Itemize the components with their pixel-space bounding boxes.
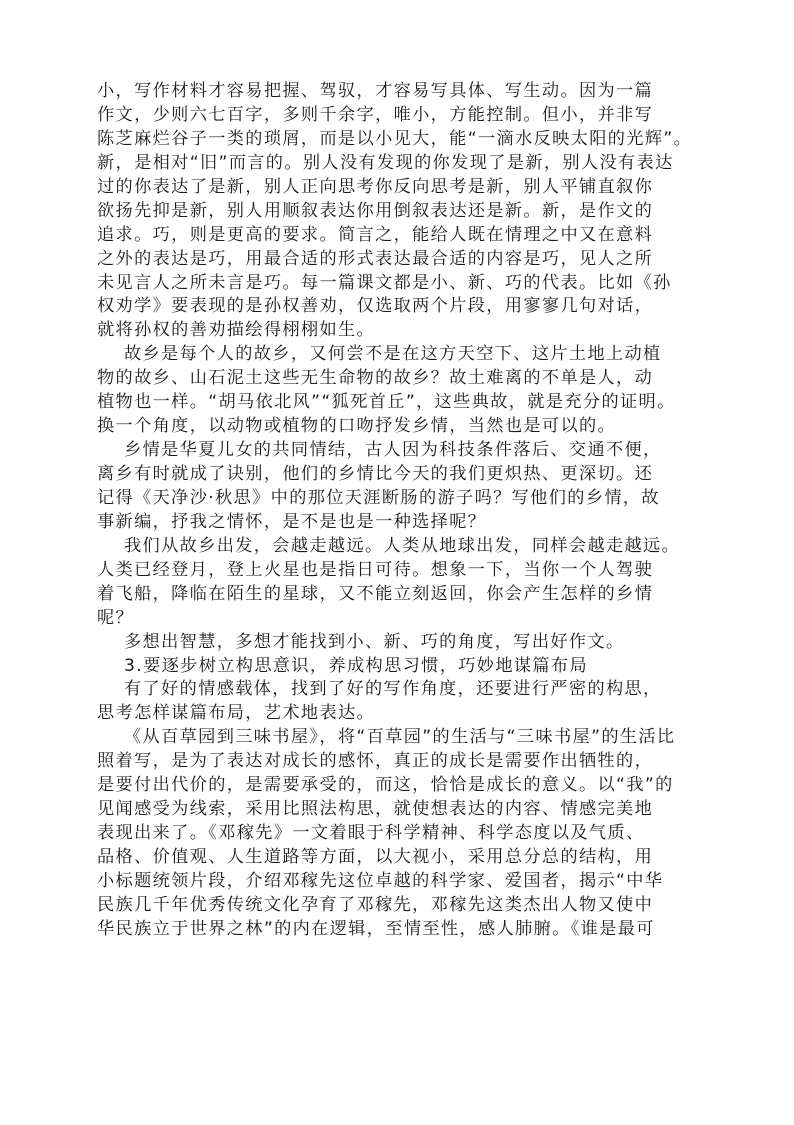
text-line: 民族几千年优秀传统文化孕育了邓稼先，邓稼先这类杰出人物又使中 — [97, 894, 654, 915]
text-line: 人类已经登月，登上火星也是指日可待。想象一下，当你一个人驾驶 — [97, 559, 654, 580]
body-text — [97, 80, 707, 942]
text-line: 有了好的情感载体，找到了好的写作角度，还要进行严密的构思， — [124, 679, 662, 700]
text-line: 物的故乡、山石泥土这些无生命物的故乡？故土难离的不单是人，动 — [97, 368, 654, 389]
text-line: 离乡有时就成了诀别，他们的乡情比今天的我们更炽热、更深切。还 — [97, 464, 654, 484]
text-line: 是要付出代价的，是需要承受的，而这，恰恰是成长的意义。以“我”的 — [97, 775, 674, 796]
text-line: 换一个角度，以动物或植物的口吻抒发乡情，当然也是可以的。 — [97, 416, 617, 437]
text-line: 思考怎样谋篇布局，艺术地表达。 — [97, 703, 376, 724]
text-line: 3.要逐步树立构思意识，养成构思习惯，巧妙地谋篇布局 — [124, 655, 589, 676]
text-line: 品格、价值观、人生道路等方面，以大视小，采用总分总的结构，用 — [97, 847, 654, 867]
text-line: 记得《天净沙·秋思》中的那位天涯断肠的游子吗？写他们的乡情，故 — [97, 487, 660, 508]
text-line: 权劝学》要表现的是孙权善劝，仅选取两个片段，用寥寥几句对话， — [97, 296, 654, 317]
text-line: 追求。巧，则是更高的要求。简言之，能给人既在情理之中又在意料 — [97, 224, 654, 245]
text-line: 欲扬先抑是新，别人用顺叙表达你用倒叙表达还是新。新，是作文的 — [97, 200, 654, 221]
text-line: 作文，少则六七百字，多则千余字，唯小，方能控制。但小，并非写 — [97, 104, 654, 125]
text-line: 乡情是华夏儿女的共同情结，古人因为科技条件落后、交通不便， — [124, 440, 662, 461]
text-line: 未见言人之所未言是巧。每一篇课文都是小、新、巧的代表。比如《孙 — [97, 272, 672, 293]
text-line: 华民族立于世界之林”的内在逻辑，至情至性，感人肺腑。《谁是最可 — [97, 918, 655, 939]
text-line: 陈芝麻烂谷子一类的琐屑，而是以小见大，能“一滴水反映太阳的光辉”。 — [97, 128, 693, 149]
text-line: 着飞船，降临在陌生的星球，又不能立刻返回，你会产生怎样的乡情 — [97, 583, 654, 604]
text-line: 事新编，抒我之情怀，是不是也是一种选择呢？ — [97, 511, 487, 532]
text-line: 就将孙权的善劝描绘得栩栩如生。 — [97, 320, 376, 341]
text-line: 《从百草园到三味书屋》，将“百草园”的生活与“三味书屋”的生活比 — [124, 727, 676, 748]
text-line: 新，是相对“旧”而言的。别人没有发现的你发现了是新，别人没有表达 — [97, 152, 674, 173]
text-line: 故乡是每个人的故乡，又何尝不是在这方天空下、这片土地上动植 — [124, 344, 662, 365]
text-line: 呢？ — [97, 607, 135, 628]
text-line: 照着写，是为了表达对成长的感怀，真正的成长是需要作出牺牲的， — [97, 751, 654, 772]
text-line: 见闻感受为线索，采用比照法构思，就使想表达的内容、情感完美地 — [97, 799, 654, 820]
text-line: 我们从故乡出发，会越走越远。人类从地球出发，同样会越走越远。 — [124, 535, 681, 556]
text-line: 过的你表达了是新，别人正向思考你反向思考是新，别人平铺直叙你 — [97, 176, 654, 197]
text-line: 多想出智慧，多想才能找到小、新、巧的角度，写出好作文。 — [124, 631, 625, 652]
text-line: 植物也一样。“胡马依北风”“狐死首丘”，这些典故，就是充分的证明。 — [97, 392, 676, 413]
text-line: 表现出来了。《邓稼先》一文着眼于科学精神、科学态度以及气质、 — [97, 823, 645, 844]
text-line: 小，写作材料才容易把握、驾驭，才容易写具体、写生动。因为一篇 — [97, 81, 654, 101]
text-line: 之外的表达是巧，用最合适的形式表达最合适的内容是巧，见人之所 — [97, 248, 654, 269]
text-line: 小标题统领片段，介绍邓稼先这位卓越的科学家、爱国者，揭示“中华 — [97, 870, 664, 891]
